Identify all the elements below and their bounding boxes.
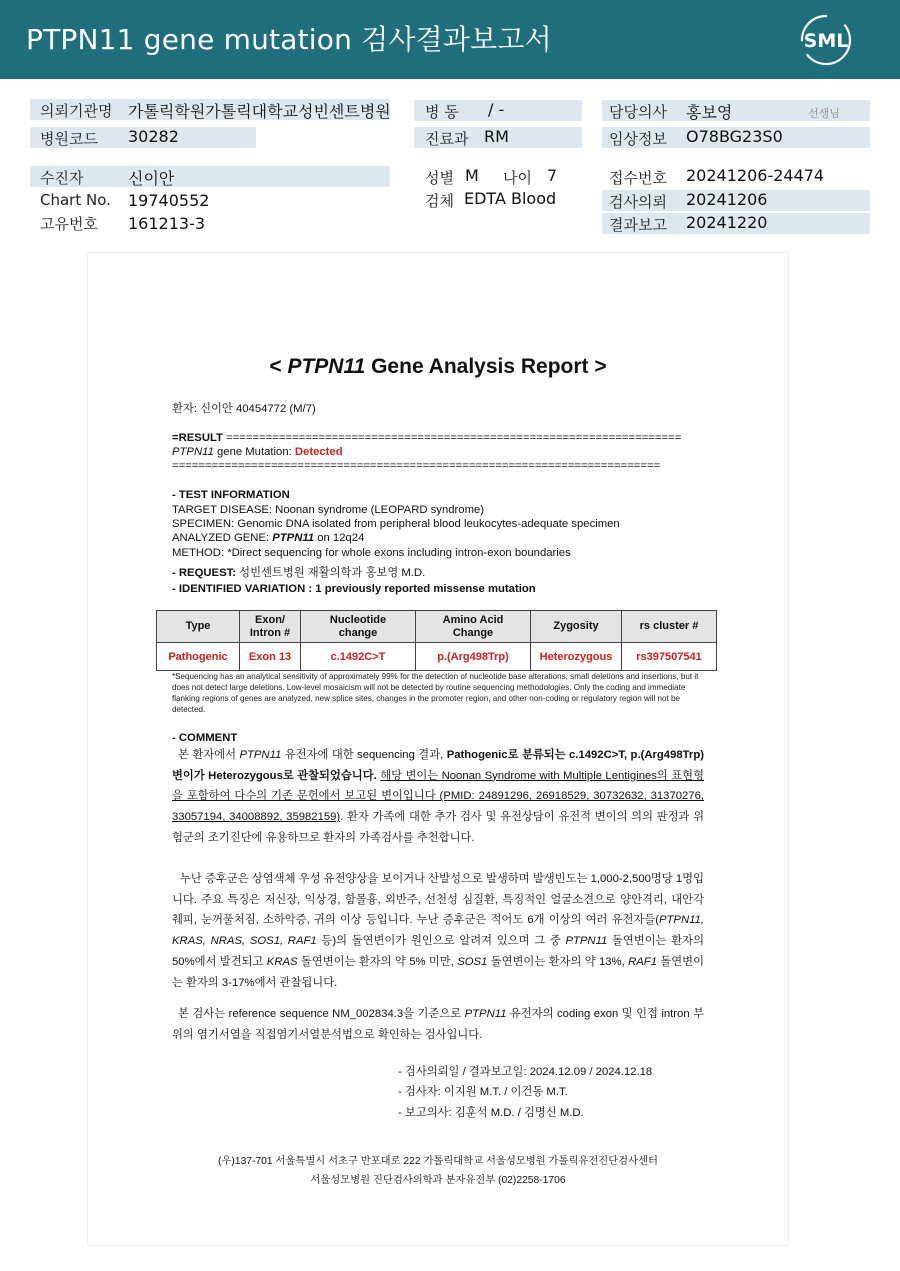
comment-paragraph-1: 본 환자에서 PTPN11 유전자에 대한 sequencing 결과, Pathogenic로 분류되는 c.1492C>T, p.(Arg498Trp) 변이가 Heterozygous로 관찰되었습니다. 해당 변이는 Noonan Syndrome with Multiple Lentigines의 표현형을 포함하여 다수의 기존 문헌에서 보고된 변이입니다 (PMID: 24891296, 26918529, 30732632, 31370276, 33057194, 34008892, 35982159). 환자 가족에 대한 추가 검사 및 유전상담이 유전적 변이의 의의 판정과 위험군의 조기진단에 유용하므로 환자의 가족검사를 추천합니다.: [172, 749, 705, 844]
footer-address: (우)137-701 서울특별시 서초구 반포대로 222 가톨릭대학교 서울성모병원 가톨릭유전진단검사센터: [218, 1156, 658, 1167]
unique-label: 고유번호: [40, 215, 98, 233]
request-label: 검사의뢰: [609, 193, 667, 211]
doctor-value: 홍보영: [686, 103, 733, 122]
table-row: [157, 643, 717, 671]
sml-logo-icon: [798, 12, 854, 68]
hospital-code-value: 30282: [128, 127, 179, 146]
table-header-row: [157, 611, 717, 643]
report-value: 20241220: [686, 213, 768, 232]
document-title: < PTPN11 Gene Analysis Report >: [269, 355, 607, 378]
th-exon: Exon/ Intron #: [240, 611, 301, 643]
header-bar: [0, 0, 900, 79]
th-zygosity: Zygosity: [531, 611, 622, 643]
cell-type: Pathogenic: [157, 643, 240, 671]
sex-label: 성별: [425, 169, 454, 187]
mutation-line: PTPN11 gene Mutation: Detected: [172, 446, 343, 458]
patient-line: 환자: 신이안 40454772 (M/7): [172, 403, 316, 415]
ward-label: 병 동: [425, 103, 459, 121]
unique-value: 161213-3: [128, 214, 206, 233]
request-line: - REQUEST: 성빈센트병원 재활의학과 홍보영 M.D.: [172, 567, 426, 579]
th-amino-acid: Amino Acid Change: [416, 611, 531, 643]
report-label: 결과보고: [609, 216, 667, 234]
specimen-line: SPECIMEN: Genomic DNA isolated from peripheral blood leukocytes-adequate specimen: [172, 518, 620, 530]
cell-zygosity: Heterozygous: [531, 643, 622, 671]
method-line: METHOD: *Direct sequencing for whole exons including intron-exon boundaries: [172, 547, 571, 559]
clinical-value: O78BG23S0: [686, 127, 783, 146]
identified-variation: - IDENTIFIED VARIATION : 1 previously reported missense mutation: [172, 583, 536, 595]
cell-rs-cluster: rs397507541: [622, 643, 717, 671]
th-type: Type: [157, 611, 240, 643]
ward-value: / -: [488, 100, 505, 119]
sequencing-disclaimer: *Sequencing has an analytical sensitivity of approximately 99% for the detection of nucleotide base alterations, small deletions and insertions, but it does not detect large deletions. Low-level mosaicism will not be detected by routine sequencing methodologies. Only the coding and immediate flanking regions of genes are analyzed, new splice sites, changes in the promoter region, and other non-coding or regulatory region will not be detected.: [172, 672, 699, 714]
comment-paragraph-3: 본 검사는 reference sequence NM_002834.3을 기준으로 PTPN11 유전자의 coding exon 및 인접 intron 부위의 염기서열을 직접염기서열분석법으로 확인하는 검사입니다.: [172, 1008, 704, 1041]
sex-value: M: [465, 166, 479, 185]
specimen-label: 검체: [425, 192, 454, 210]
comment-paragraph-2: 누난 증후군은 상염색체 우성 유전양상을 보이거나 산발성으로 발생하며 발생빈도는 1,000-2,500명당 1명입니다. 주요 특징은 저신장, 익상경, 함몰흉, 외반주, 선천성 심질환, 특징적인 얼굴소견으로 양안격리, 내안각 췌피, 눈꺼풀처짐, 소하악증, 귀의 이상 등입니다. 누난 증후군은 적어도 6개 이상의 여러 유전자들(PTPN11, KRAS, NRAS, SOS1, RAF1 등)의 돌연변이가 원인으로 알려져 있으며 그 중 PTPN11 돌연변이는 환자의 50%에서 발견되고 KRAS 돌연변이는 환자의 약 5% 미만, SOS1 돌연변이는 환자의 약 13%, RAF1 돌연변이는 환자의 3-17%에서 관찰됩니다.: [172, 873, 705, 989]
sign-dates: - 검사의뢰일 / 결과보고일: 2024.12.09 / 2024.12.18: [398, 1066, 653, 1078]
mutation-status: Detected: [294, 446, 343, 458]
result-line: =RESULT =====================================================================: [172, 432, 682, 444]
reception-value: 20241206-24474: [686, 166, 825, 185]
comment-heading: - COMMENT: [172, 732, 238, 744]
report-document: [88, 253, 788, 1245]
cell-nucleotide: c.1492C>T: [301, 643, 416, 671]
footer-department: 서울성모병원 진단검사의학과 분자유전부 (02)2258-1706: [310, 1175, 566, 1186]
dept-label: 진료과: [425, 130, 469, 148]
sign-testers: - 검사자: 이지원 M.T. / 이건동 M.T.: [398, 1086, 568, 1098]
target-disease: TARGET DISEASE: Noonan syndrome (LEOPARD syndrome): [172, 504, 485, 516]
doctor-label: 담당의사: [609, 103, 667, 121]
report-title: PTPN11 gene mutation 검사결과보고서: [26, 23, 552, 56]
specimen-value: EDTA Blood: [464, 189, 557, 208]
chart-label: Chart No.: [40, 191, 111, 209]
cell-exon: Exon 13: [240, 643, 301, 671]
chart-value: 19740552: [128, 191, 210, 210]
age-value: 7: [547, 166, 558, 185]
cell-amino-acid: p.(Arg498Trp): [416, 643, 531, 671]
age-label: 나이: [503, 169, 532, 187]
request-value: 20241206: [686, 190, 768, 209]
clinical-label: 임상정보: [609, 130, 667, 148]
band-patient: [30, 166, 390, 187]
logo-text: SML: [803, 30, 849, 52]
dept-value: RM: [484, 127, 509, 146]
patient-value: 신이안: [128, 169, 175, 188]
th-nucleotide: Nucleotide change: [301, 611, 416, 643]
reception-label: 접수번호: [609, 169, 667, 187]
result-rule: ==========================================================================: [172, 460, 661, 472]
patient-label: 수진자: [40, 169, 84, 187]
th-rs-cluster: rs cluster #: [622, 611, 717, 643]
test-info-heading: - TEST INFORMATION: [172, 489, 290, 501]
institution-value: 가톨릭학원가톨릭대학교성빈센트병원: [128, 102, 391, 121]
sign-reporters: - 보고의사: 김훈석 M.D. / 김명신 M.D.: [398, 1107, 584, 1119]
hospital-code-label: 병원코드: [40, 130, 98, 148]
analyzed-gene-line: ANALYZED GENE: PTPN11 on 12q24: [172, 532, 365, 544]
doctor-suffix: 선생님: [808, 107, 840, 120]
institution-label: 의뢰기관명: [40, 102, 113, 120]
variant-table: [156, 610, 717, 671]
